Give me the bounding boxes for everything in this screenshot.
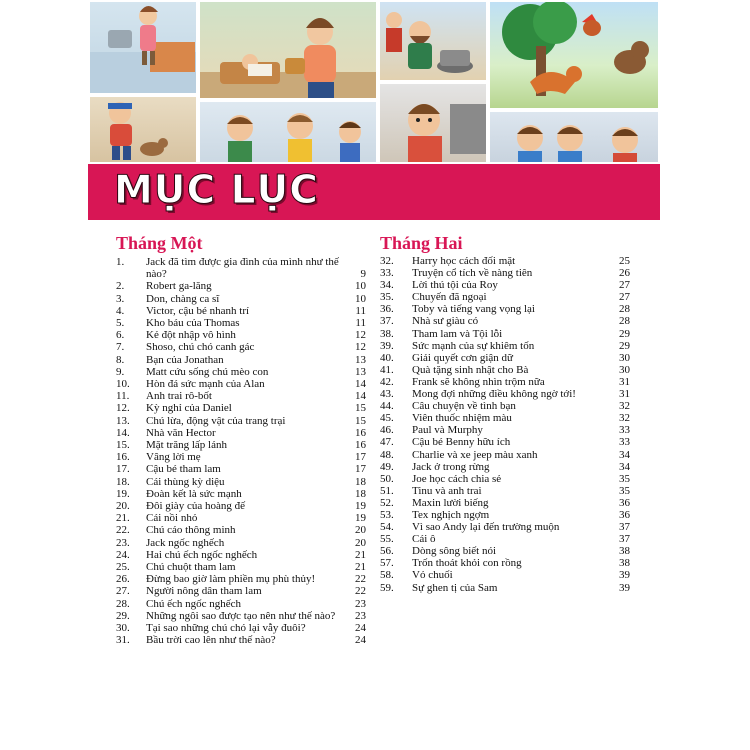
entry-page-number: 32 xyxy=(619,412,630,425)
toc-entry xyxy=(116,317,366,329)
illustration-thinking-boy xyxy=(378,82,488,164)
toc-entry xyxy=(380,255,630,267)
toc-entry xyxy=(380,545,630,557)
entry-title: Đừng bao giờ làm phiền mụ phù thủy! xyxy=(146,573,316,586)
toc-entry xyxy=(380,291,630,303)
entry-page-number: 10 xyxy=(355,280,366,293)
entry-title: Kỳ nghỉ của Daniel xyxy=(146,402,232,415)
entry-title: Giải quyết cơn giận dữ xyxy=(412,351,513,364)
toc-entry xyxy=(116,524,366,536)
entry-number: 55. xyxy=(380,533,394,546)
toc-column-january xyxy=(116,232,366,647)
entry-number: 28. xyxy=(116,597,130,610)
entry-number: 6. xyxy=(116,329,125,342)
toc-entry xyxy=(116,500,366,512)
toc-entry xyxy=(380,340,630,352)
entry-number: 22. xyxy=(116,524,130,537)
entry-number: 14. xyxy=(116,426,130,439)
toc-entry xyxy=(116,585,366,597)
toc-entry xyxy=(116,561,366,573)
entry-number: 10. xyxy=(116,378,130,391)
entry-page-number: 32 xyxy=(619,400,630,413)
entry-title: Viên thuốc nhiệm màu xyxy=(412,412,512,425)
entry-page-number: 31 xyxy=(619,388,630,401)
toc-entry xyxy=(116,451,366,463)
entry-title: Chú ếch ngốc nghếch xyxy=(146,597,241,610)
entry-title: Nhà sư giàu có xyxy=(412,315,479,328)
entry-number: 2. xyxy=(116,280,125,293)
toc-entry xyxy=(380,521,630,533)
entry-page-number: 18 xyxy=(355,487,366,500)
toc-entry xyxy=(380,352,630,364)
entry-page-number: 24 xyxy=(355,622,366,635)
entry-page-number: 26 xyxy=(619,267,630,280)
entry-page-number: 38 xyxy=(619,557,630,570)
entry-number: 27. xyxy=(116,585,130,598)
entry-title: Bầu trời cao lên như thế nào? xyxy=(146,634,276,647)
toc-entry xyxy=(116,366,366,378)
entry-page-number: 34 xyxy=(619,448,630,461)
toc-entry xyxy=(380,303,630,315)
toc-entry xyxy=(116,402,366,414)
toc-entry xyxy=(116,512,366,524)
entry-page-number: 27 xyxy=(619,291,630,304)
toc-entry xyxy=(380,557,630,569)
entry-page-number: 30 xyxy=(619,351,630,364)
entry-page-number: 17 xyxy=(355,463,366,476)
page-title: MỤC LỤC xyxy=(114,168,319,213)
entry-title: Đôi giày của hoàng đế xyxy=(146,500,245,513)
entry-number: 3. xyxy=(116,292,125,305)
entry-number: 29. xyxy=(116,609,130,622)
entry-title: Cậu bé Benny hữu ích xyxy=(412,436,511,449)
entry-page-number: 28 xyxy=(619,303,630,316)
entry-title: Tex nghịch ngợm xyxy=(412,508,490,521)
toc-entry xyxy=(116,390,366,402)
illustration-old-man-cooking xyxy=(378,0,488,82)
toc-entry xyxy=(380,388,630,400)
toc-entry xyxy=(116,439,366,451)
entry-title: Sức mạnh của sự khiêm tốn xyxy=(412,339,535,352)
toc-entry xyxy=(116,256,366,280)
entry-title: Cậu bé tham lam xyxy=(146,463,221,476)
illustration-kitchen xyxy=(88,0,198,95)
entry-number: 13. xyxy=(116,414,130,427)
entry-number: 18. xyxy=(116,475,130,488)
toc-entry xyxy=(116,415,366,427)
entry-number: 45. xyxy=(380,412,394,425)
entry-title: Chuyến đã ngoại xyxy=(412,291,487,304)
entry-number: 20. xyxy=(116,500,130,513)
entry-page-number: 34 xyxy=(619,460,630,473)
toc-entry xyxy=(380,497,630,509)
entry-number: 26. xyxy=(116,573,130,586)
entry-number: 41. xyxy=(380,363,394,376)
entry-page-number: 28 xyxy=(619,315,630,328)
entry-title: Matt cứu sống chú mèo con xyxy=(146,365,269,378)
entry-title: Anh trai rô-bốt xyxy=(146,390,212,403)
entry-number: 30. xyxy=(116,622,130,635)
entry-page-number: 13 xyxy=(355,365,366,378)
toc-list xyxy=(116,256,366,647)
toc-entry xyxy=(380,569,630,581)
entry-title: Cái nồi nhỏ xyxy=(146,512,198,525)
entry-page-number: 15 xyxy=(355,414,366,427)
entry-title: Don, chàng ca sĩ xyxy=(146,292,220,305)
toc-entry xyxy=(380,315,630,327)
entry-page-number: 30 xyxy=(619,363,630,376)
entry-number: 50. xyxy=(380,472,394,485)
entry-number: 12. xyxy=(116,402,130,415)
entry-title: Hai chú ếch ngốc nghếch xyxy=(146,548,258,561)
entry-title: Sự ghen tị của Sam xyxy=(412,581,498,594)
entry-page-number: 36 xyxy=(619,508,630,521)
toc-entry xyxy=(116,329,366,341)
entry-page-number: 20 xyxy=(355,536,366,549)
entry-title: Chú chuột tham lam xyxy=(146,561,236,574)
entry-title: Kẻ đột nhập vô hình xyxy=(146,329,236,342)
entry-title: Câu chuyện về tình bạn xyxy=(412,400,516,413)
entry-title: Paul và Murphy xyxy=(412,424,483,437)
entry-number: 8. xyxy=(116,353,125,366)
entry-page-number: 22 xyxy=(355,585,366,598)
illustration-mother-and-child xyxy=(198,0,378,100)
entry-title: Nhà văn Hector xyxy=(146,426,216,439)
entry-title: Toby và tiếng vang vọng lại xyxy=(412,303,535,316)
toc-entry xyxy=(116,549,366,561)
toc-entry xyxy=(116,573,366,585)
entry-title: Jack đã tìm được gia đình của mình như thế nào? xyxy=(146,256,339,281)
entry-number: 51. xyxy=(380,484,394,497)
entry-title: Cái thùng kỳ diệu xyxy=(146,475,225,488)
entry-title: Vì sao Andy lại đến trường muộn xyxy=(412,521,560,534)
toc-entry xyxy=(380,485,630,497)
entry-title: Cái ô xyxy=(412,533,436,546)
entry-title: Harry học cách đối mặt xyxy=(412,255,516,267)
entry-number: 49. xyxy=(380,460,394,473)
entry-page-number: 15 xyxy=(355,402,366,415)
entry-page-number: 21 xyxy=(355,561,366,574)
toc-entry xyxy=(380,267,630,279)
entry-page-number: 33 xyxy=(619,424,630,437)
entry-number: 5. xyxy=(116,317,125,330)
entry-title: Chú lừa, động vật của trang trại xyxy=(146,414,286,427)
entry-page-number: 16 xyxy=(355,426,366,439)
entry-title: Truyện cổ tích về nàng tiên xyxy=(412,267,533,280)
entry-page-number: 29 xyxy=(619,339,630,352)
month-heading: Tháng Hai xyxy=(380,233,463,253)
entry-number: 32. xyxy=(380,255,394,267)
entry-title: Frank sẽ không nhìn trộm nữa xyxy=(412,375,545,388)
illustration-three-boys xyxy=(488,110,660,164)
toc-column-february xyxy=(380,232,630,594)
entry-number: 37. xyxy=(380,315,394,328)
entry-page-number: 24 xyxy=(355,634,366,647)
toc-entry xyxy=(380,400,630,412)
entry-number: 9. xyxy=(116,365,125,378)
toc-entry xyxy=(116,598,366,610)
entry-page-number: 10 xyxy=(355,292,366,305)
entry-page-number: 29 xyxy=(619,327,630,340)
entry-title: Joe học cách chia sẻ xyxy=(412,472,502,485)
toc-entry xyxy=(380,279,630,291)
entry-title: Maxin lười biếng xyxy=(412,496,489,509)
illustration-fox-and-dog xyxy=(488,0,660,110)
entry-number: 16. xyxy=(116,451,130,464)
toc-entry xyxy=(116,622,366,634)
entry-title: Tinu và anh trai xyxy=(412,484,482,497)
toc-entry xyxy=(116,293,366,305)
entry-number: 52. xyxy=(380,496,394,509)
entry-title: Jack ở trong rừng xyxy=(412,460,490,473)
entry-number: 43. xyxy=(380,388,394,401)
entry-title: Người nông dân tham lam xyxy=(146,585,262,598)
toc-entry xyxy=(380,328,630,340)
entry-number: 48. xyxy=(380,448,394,461)
entry-number: 56. xyxy=(380,545,394,558)
entry-page-number: 9 xyxy=(360,268,366,281)
illustration-boy-with-dog xyxy=(88,95,198,164)
entry-title: Những ngôi sao được tạo nên như thế nào? xyxy=(146,609,336,622)
toc-entry xyxy=(380,424,630,436)
entry-number: 42. xyxy=(380,375,394,388)
toc-entry xyxy=(116,476,366,488)
toc-entry xyxy=(116,610,366,622)
toc-entry xyxy=(116,305,366,317)
toc-entry xyxy=(116,463,366,475)
entry-page-number: 37 xyxy=(619,521,630,534)
toc-entry xyxy=(116,488,366,500)
entry-page-number: 17 xyxy=(355,451,366,464)
entry-title: Mong đợi những điều không ngờ tới! xyxy=(412,388,576,401)
entry-page-number: 21 xyxy=(355,548,366,561)
entry-number: 39. xyxy=(380,339,394,352)
title-banner xyxy=(88,164,660,220)
entry-number: 57. xyxy=(380,557,394,570)
entry-page-number: 39 xyxy=(619,581,630,594)
entry-title: Hòn đá sức mạnh của Alan xyxy=(146,378,265,391)
entry-page-number: 11 xyxy=(355,317,366,330)
entry-page-number: 19 xyxy=(355,500,366,513)
entry-page-number: 16 xyxy=(355,439,366,452)
entry-number: 40. xyxy=(380,351,394,364)
entry-title: Chú cáo thông minh xyxy=(146,524,236,537)
entry-number: 33. xyxy=(380,267,394,280)
entry-page-number: 14 xyxy=(355,390,366,403)
entry-number: 53. xyxy=(380,508,394,521)
toc-entry xyxy=(380,364,630,376)
entry-page-number: 39 xyxy=(619,569,630,582)
cover-illustrations xyxy=(0,0,750,164)
entry-page-number: 20 xyxy=(355,524,366,537)
entry-page-number: 37 xyxy=(619,533,630,546)
entry-title: Tại sao những chú chó lại vẫy đuôi? xyxy=(146,622,306,635)
entry-title: Jack ngốc nghếch xyxy=(146,536,225,549)
entry-number: 21. xyxy=(116,512,130,525)
entry-number: 54. xyxy=(380,521,394,534)
entry-number: 17. xyxy=(116,463,130,476)
entry-page-number: 27 xyxy=(619,279,630,292)
entry-page-number: 23 xyxy=(355,609,366,622)
entry-title: Lời thú tội của Roy xyxy=(412,279,498,292)
entry-page-number: 36 xyxy=(619,496,630,509)
entry-title: Shoso, chú chó canh gác xyxy=(146,341,255,354)
entry-number: 31. xyxy=(116,634,130,647)
entry-number: 59. xyxy=(380,581,394,594)
entry-title: Charlie và xe jeep màu xanh xyxy=(412,448,538,461)
toc-entry xyxy=(380,509,630,521)
entry-page-number: 11 xyxy=(355,304,366,317)
entry-title: Vỏ chuối xyxy=(412,569,453,582)
entry-number: 34. xyxy=(380,279,394,292)
entry-title: Kho báu của Thomas xyxy=(146,317,240,330)
toc-entry xyxy=(116,280,366,292)
toc-entry xyxy=(380,461,630,473)
entry-page-number: 38 xyxy=(619,545,630,558)
entry-page-number: 13 xyxy=(355,353,366,366)
entry-number: 35. xyxy=(380,291,394,304)
entry-number: 24. xyxy=(116,548,130,561)
entry-page-number: 22 xyxy=(355,573,366,586)
toc-entry xyxy=(116,354,366,366)
toc-entry xyxy=(380,436,630,448)
entry-title: Dòng sông biết nói xyxy=(412,545,497,558)
toc-entry xyxy=(116,427,366,439)
entry-title: Bạn của Jonathan xyxy=(146,353,224,366)
entry-number: 25. xyxy=(116,561,130,574)
entry-title: Robert ga-lăng xyxy=(146,280,212,293)
entry-number: 4. xyxy=(116,304,125,317)
toc-entry xyxy=(116,378,366,390)
entry-page-number: 33 xyxy=(619,436,630,449)
entry-number: 58. xyxy=(380,569,394,582)
toc-entry xyxy=(116,537,366,549)
toc-entry xyxy=(380,582,630,594)
entry-page-number: 12 xyxy=(355,329,366,342)
toc-entry xyxy=(116,341,366,353)
illustration-boys-group xyxy=(198,100,378,164)
toc-entry xyxy=(380,412,630,424)
entry-page-number: 35 xyxy=(619,484,630,497)
entry-number: 44. xyxy=(380,400,394,413)
entry-number: 15. xyxy=(116,439,130,452)
entry-title: Quà tặng sinh nhật cho Bà xyxy=(412,363,529,376)
entry-title: Mặt trăng lấp lánh xyxy=(146,439,227,452)
entry-page-number: 23 xyxy=(355,597,366,610)
entry-page-number: 18 xyxy=(355,475,366,488)
toc-entry xyxy=(116,634,366,646)
entry-number: 7. xyxy=(116,341,125,354)
entry-number: 23. xyxy=(116,536,130,549)
entry-page-number: 19 xyxy=(355,512,366,525)
toc-entry xyxy=(380,376,630,388)
entry-number: 38. xyxy=(380,327,394,340)
entry-title: Victor, cậu bé nhanh trí xyxy=(146,304,250,317)
toc-list xyxy=(380,255,630,594)
toc-entry xyxy=(380,473,630,485)
entry-page-number: 35 xyxy=(619,472,630,485)
entry-page-number: 14 xyxy=(355,378,366,391)
entry-number: 19. xyxy=(116,487,130,500)
toc-entry xyxy=(380,533,630,545)
entry-number: 1. xyxy=(116,256,125,268)
entry-page-number: 12 xyxy=(355,341,366,354)
entry-title: Đoàn kết là sức mạnh xyxy=(146,487,242,500)
entry-title: Trốn thoát khỏi con rồng xyxy=(412,557,522,570)
entry-title: Tham lam và Tội lỗi xyxy=(412,327,503,340)
entry-number: 11. xyxy=(116,390,130,403)
entry-page-number: 25 xyxy=(619,255,630,267)
toc-entry xyxy=(380,449,630,461)
entry-page-number: 31 xyxy=(619,375,630,388)
entry-number: 36. xyxy=(380,303,394,316)
entry-title: Vâng lời mẹ xyxy=(146,451,201,464)
month-heading: Tháng Một xyxy=(116,233,203,253)
entry-number: 47. xyxy=(380,436,394,449)
entry-number: 46. xyxy=(380,424,394,437)
